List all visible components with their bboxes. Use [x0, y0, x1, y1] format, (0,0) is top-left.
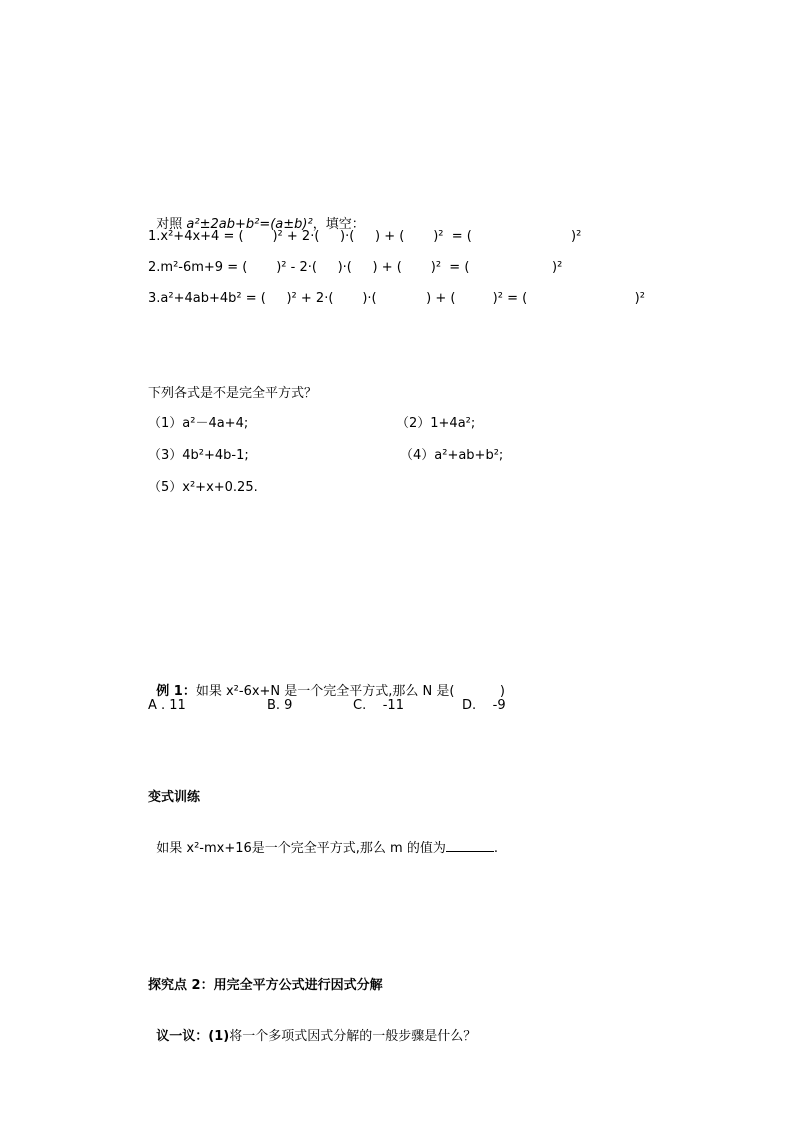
explore-title: 探究点 2：用完全平方公式进行因式分解 [148, 978, 383, 993]
example-text: 如果 x²-6x+N 是一个完全平方式,那么 N 是( ) [195, 684, 506, 699]
list-item: （3）4b²+4b-1; [148, 448, 249, 463]
example-label: 例 1： [156, 684, 196, 699]
fill-row-1: 1.x²+4x+4 = ( )² + 2·( )·( ) + ( )² = ( )² [148, 229, 582, 244]
option-a: A . 11 [148, 698, 186, 713]
example-question [148, 665, 505, 701]
variant-question [148, 821, 498, 858]
question-perfect-square: 下列各式是不是完全平方式？ [148, 386, 318, 401]
option-b: B. 9 [267, 698, 293, 713]
fill-row-3: 3.a²+4ab+4b² = ( )² + 2·( )·( ) + ( )² = ( )² [148, 291, 645, 306]
fill-row-2: 2.m²-6m+9 = ( )² - 2·( )·( ) + ( )² = ( )² [148, 260, 563, 275]
list-item: （2）1+4a²; [396, 416, 476, 431]
option-c: C. -11 [353, 698, 404, 713]
prompt-label: 议一议：(1) [156, 1029, 230, 1044]
list-item: （4）a²+ab+b²; [400, 448, 504, 463]
list-item: （5）x²+x+0.25. [148, 480, 258, 495]
list-item: （1）a²－4a+4; [148, 416, 249, 431]
option-d: D. -9 [462, 698, 506, 713]
formula-text: a²±2ab+b²=(a±b)² [186, 217, 313, 232]
answer-blank [446, 839, 494, 852]
instruction-suffix: ，填空： [312, 217, 365, 232]
instruction-prefix: 对照 [156, 217, 187, 232]
explore-prompt [148, 1010, 476, 1046]
variant-suffix: . [493, 841, 498, 856]
prompt-text: 将一个多项式因式分解的一般步骤是什么？ [229, 1029, 477, 1044]
variant-text: 如果 x²-mx+16是一个完全平方式,那么 m 的值为 [156, 841, 446, 856]
variant-title: 变式训练 [148, 790, 201, 805]
